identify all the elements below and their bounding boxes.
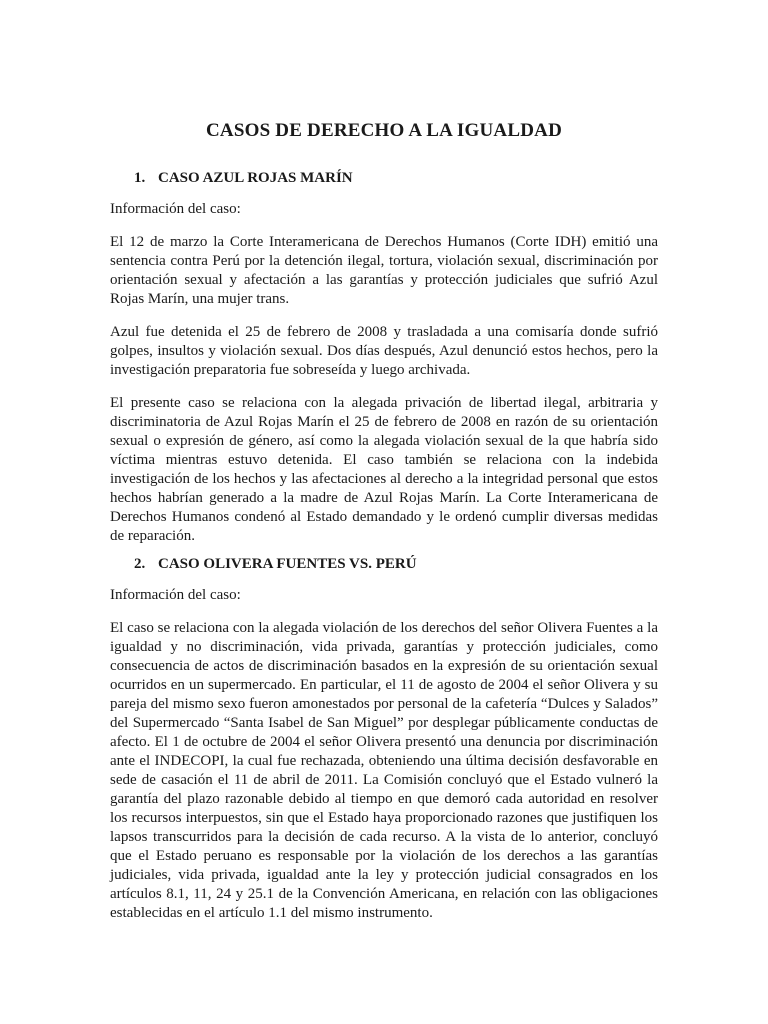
case-section-2 bbox=[110, 556, 658, 923]
case-paragraph: El 12 de marzo la Corte Interamericana de Derechos Humanos (Corte IDH) emitió una sentencia contra Perú por la detención ilegal, tortura, violación sexual, discriminación por orientación sexual y afectación a las garantías y protección judiciales que sufrió Azul Rojas Marín, una mujer trans. bbox=[110, 234, 658, 307]
case-heading bbox=[110, 170, 658, 187]
case-paragraph: Azul fue detenida el 25 de febrero de 2008 y trasladada a una comisaría donde sufrió golpes, insultos y violación sexual. Dos días después, Azul denunció estos hechos, pero la investigación preparatoria fue sobreseída y luego archivada. bbox=[110, 324, 658, 378]
case-info-label: Información del caso: bbox=[110, 587, 241, 603]
case-paragraph: El caso se relaciona con la alegada violación de los derechos del señor Olivera Fuentes a la igualdad y no discriminación, vida privada, garantías y protección judiciales, como consecuencia de actos de discriminación basados en la expresión de su orientación sexual ocurridos en un supermercado. En particular, el 11 de agosto de 2004 el señor Olivera y su pareja del mismo sexo fueron amonestados por personal de la cafetería “Dulces y Salados” del Supermercado “Santa Isabel de San Miguel” por desplegar públicamente conductas de afecto. El 1 de octubre de 2004 el señor Olivera presentó una denuncia por discriminación ante el INDECOPI, la cual fue rechazada, obteniendo una última decisión desfavorable en sede de casación el 11 de abril de 2011. La Comisión concluyó que el Estado vulneró la garantía del plazo razonable debido al tiempo en que demoró cada autoridad en resolver los recursos interpuestos, sin que el Estado haya proporcionado razones que justifiquen los lapsos transcurridos para la decisión de cada recurso. A la vista de lo anterior, concluyó que el Estado peruano es responsable por la violación de los derechos a las garantías judiciales, vida privada, igualdad ante la ley y protección judicial consagrados en los artículos 8.1, 11, 24 y 25.1 de la Convención Americana, en relación con las obligaciones establecidas en el artículo 1.1 del mismo instrumento. bbox=[110, 620, 658, 921]
case-number: 2. bbox=[134, 556, 146, 572]
case-section-1 bbox=[110, 170, 658, 546]
case-heading bbox=[110, 556, 658, 573]
document-page bbox=[110, 120, 658, 937]
case-number: 1. bbox=[134, 170, 146, 186]
case-info-label: Información del caso: bbox=[110, 201, 241, 217]
page-title: CASOS DE DERECHO A LA IGUALDAD bbox=[206, 120, 562, 141]
case-paragraph: El presente caso se relaciona con la alegada privación de libertad ilegal, arbitraria y discriminatoria de Azul Rojas Marín el 25 de febrero de 2008 en razón de su orientación sexual o expresión de género, así como la alegada violación sexual de la que habría sido víctima mientras estuvo detenida. El caso también se relaciona con la indebida investigación de los hechos y las afectaciones al derecho a la integridad personal que estos hechos habrían generado a la madre de Azul Rojas Marín. La Corte Interamericana de Derechos Humanos condenó al Estado demandado y le ordenó cumplir diversas medidas de reparación. bbox=[110, 395, 658, 544]
case-title: CASO OLIVERA FUENTES VS. PERÚ bbox=[158, 556, 417, 572]
case-title: CASO AZUL ROJAS MARÍN bbox=[158, 170, 353, 186]
